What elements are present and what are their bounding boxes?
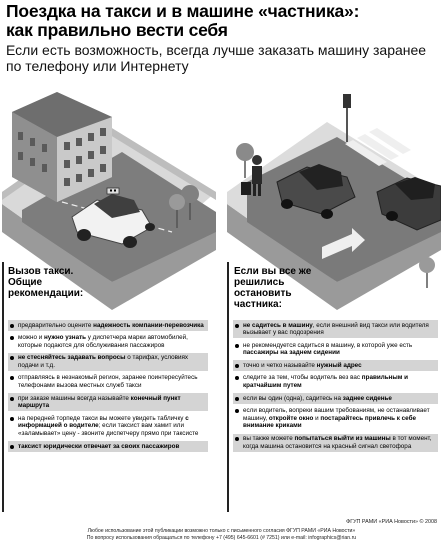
item-emphasis: заднее сиденье [342, 394, 392, 402]
item-text: вы также можете [243, 435, 295, 443]
item-emphasis: нужный адрес [316, 361, 362, 369]
item-text: предварительно оцените [18, 321, 94, 329]
list-item [233, 393, 438, 404]
usage-note: Любое использование этой публикации возможно только с письменного согласия ФГУП РАМИ «РИА Новости» [87, 528, 356, 534]
item-emphasis: нужно узнать [43, 334, 87, 342]
item-text: и [313, 414, 321, 422]
item-text: на передней торпеде такси вы можете увидеть табличку [18, 414, 186, 422]
item-emphasis: попытаться выйти из машины [294, 435, 391, 443]
left-heading: Вызов такси. Общие рекомендации: [8, 266, 84, 299]
credit-line: ФГУП РАМИ «РИА Новости» © 2008 [346, 519, 437, 525]
right-heading: Если вы все же решились остановить частника: [234, 266, 312, 310]
list-item [8, 333, 208, 351]
item-text: точно и четко называйте [243, 361, 317, 369]
item-text: если вы один (одна), садитесь на [243, 394, 343, 402]
list-item [233, 434, 438, 452]
item-emphasis: не стесняйтесь задавать вопросы [18, 354, 126, 362]
list-item [233, 373, 438, 391]
item-emphasis: постарайтесь привлечь к себе внимание криками [243, 414, 416, 430]
item-text: отправляясь в незнакомый регион, заранее поинтересуйтесь телефонами вызова местных служб такси [18, 374, 198, 390]
item-emphasis: правильным и кратчайшим путем [243, 374, 409, 390]
item-text: не рекомендуется садиться в машину, в которой уже есть [243, 341, 413, 349]
list-item [8, 393, 208, 411]
item-emphasis: откройте окно [268, 414, 314, 422]
list-item [8, 413, 208, 439]
list-item [233, 320, 438, 338]
page-subtitle: Если есть возможность, всегда лучше заказать машину заранее по телефону или Интернету [6, 42, 427, 74]
item-text: о тарифах, условиях подачи и т.д. [18, 354, 189, 369]
item-text: при заказе машины всегда называйте [18, 394, 131, 402]
list-item [8, 373, 208, 391]
list-item [8, 441, 208, 452]
item-emphasis: таксист юридически отвечает за своих пассажиров [18, 442, 180, 450]
item-text: в тот момент, когда машина остановится на красный сигнал светофора [243, 435, 432, 450]
private-driver-recommendations-list [233, 320, 438, 454]
item-text: если водитель, вопреки вашим требованиям, не останавливает машину, [243, 407, 430, 422]
list-item [8, 320, 208, 331]
item-text: , если внешний вид такси или водителя вызывает у вас подозрения [243, 321, 429, 337]
taxi-recommendations-list [8, 320, 208, 454]
list-item [8, 353, 208, 371]
item-text: следите за тем, чтобы водитель вез вас [243, 374, 362, 382]
item-text: ; если таксист вам хамит или «заламывает» цену - звоните диспетчеру прямо при таксисте [18, 422, 199, 438]
right-column-rule [227, 262, 229, 512]
item-emphasis: конечный пункт маршрута [18, 394, 181, 410]
title-line-2: как правильно вести себя [6, 20, 228, 40]
item-text: у диспетчера марки автомобилей, которые подаются для обслуживания пассажиров [18, 334, 188, 349]
item-emphasis: надежность компании-перевозчика [93, 321, 204, 329]
item-emphasis: пассажиры на заднем сидении [243, 349, 340, 357]
item-emphasis: с информацией о водителе [18, 414, 189, 430]
page-title [6, 2, 438, 40]
list-item [233, 340, 438, 358]
title-line-1: Поездка на такси и в машине «частника»: [6, 1, 360, 21]
list-item [233, 360, 438, 371]
item-text: можно и [18, 334, 44, 342]
left-column-rule [2, 262, 4, 512]
contact-note: По вопросу использования обращаться по телефону +7 (495) 645-6601 (# 7251) или e-mail: infographics@rian.ru [86, 535, 357, 541]
list-item [233, 406, 438, 432]
item-emphasis: не садитесь в машину [243, 321, 313, 329]
